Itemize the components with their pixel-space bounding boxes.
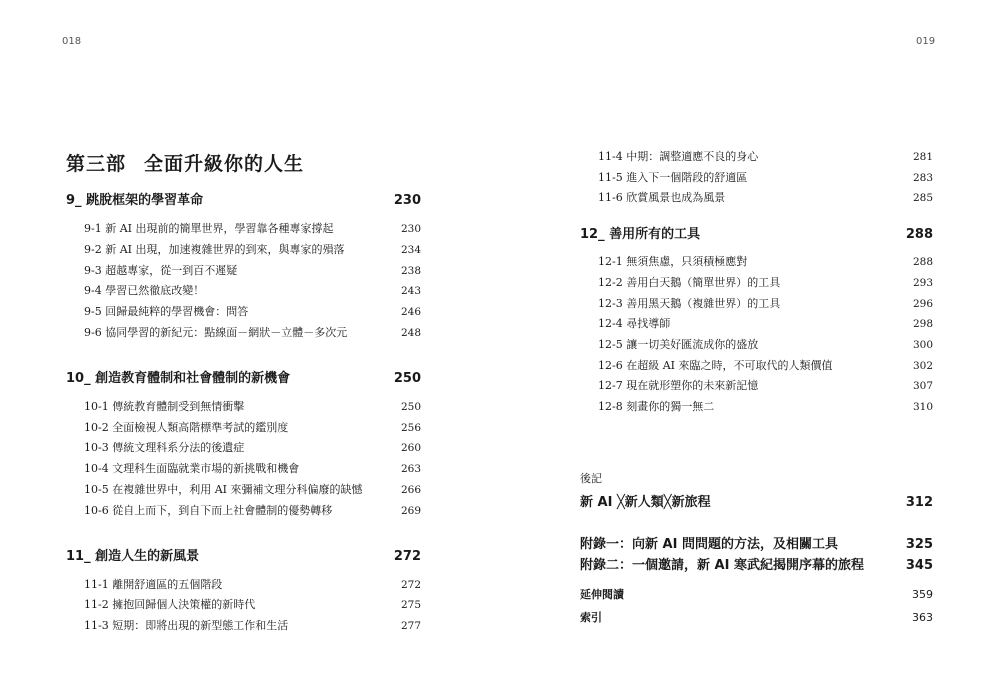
toc-section[interactable] bbox=[598, 148, 933, 164]
toc-section[interactable] bbox=[84, 460, 421, 476]
section-title: 9-4 學習已然徹底改變！ bbox=[84, 284, 205, 298]
section-title: 11-2 擁抱回歸個人決策權的新時代 bbox=[84, 598, 256, 612]
section-title: 9-2 新 AI 出現，加速複雜世界的到來，與專家的殞落 bbox=[84, 242, 345, 256]
section-title: 11-6 欣賞風景也成為風景 bbox=[598, 191, 726, 205]
section-page: 246 bbox=[400, 306, 421, 319]
part-title bbox=[66, 149, 304, 176]
toc-section[interactable] bbox=[598, 398, 933, 414]
chapter-page: 250 bbox=[393, 370, 421, 386]
section-page: 288 bbox=[912, 256, 933, 269]
toc-section[interactable] bbox=[84, 617, 421, 633]
section-title: 10-3 傳統文理科系分法的後遺症 bbox=[84, 441, 245, 455]
part-name: 全面升級你的人生 bbox=[144, 153, 305, 175]
toc-section[interactable] bbox=[598, 336, 933, 352]
section-page: 300 bbox=[912, 338, 933, 351]
section-page: 298 bbox=[912, 318, 933, 331]
index-page: 363 bbox=[912, 611, 933, 624]
toc-section[interactable] bbox=[84, 303, 421, 319]
section-page: 272 bbox=[400, 578, 421, 591]
chapter-page: 288 bbox=[905, 227, 933, 243]
section-title: 12-7 現在就形塑你的未來新記憶 bbox=[598, 379, 759, 393]
section-page: 263 bbox=[400, 463, 421, 476]
section-page: 281 bbox=[912, 151, 933, 163]
section-title: 10-2 全面檢視人類高階標準考試的鑑別度 bbox=[84, 420, 289, 434]
appendix-2-title: 附錄二：一個邀請，新 AI 寒武紀揭開序幕的旅程 bbox=[580, 558, 864, 573]
section-page: 285 bbox=[912, 192, 933, 205]
section-title: 12-5 讓一切美好匯流成你的盛放 bbox=[598, 337, 759, 351]
section-title: 9-1 新 AI 出現前的簡單世界，學習靠各種專家撐起 bbox=[84, 222, 334, 235]
toc-section[interactable] bbox=[84, 502, 421, 518]
afterword-label: 後記 bbox=[580, 472, 602, 485]
toc-section[interactable] bbox=[598, 169, 933, 185]
toc-section[interactable] bbox=[84, 282, 421, 298]
section-title: 10-4 文理科生面臨就業市場的新挑戰和機會 bbox=[84, 462, 300, 476]
section-page: 269 bbox=[400, 504, 421, 517]
section-page: 277 bbox=[400, 620, 421, 633]
section-title: 12-8 刻畫你的獨一無二 bbox=[598, 400, 715, 413]
toc-section[interactable] bbox=[84, 241, 421, 257]
section-title: 12-3 善用黑天鵝（複雜世界）的工具 bbox=[598, 296, 781, 310]
toc-section[interactable] bbox=[598, 377, 933, 393]
section-page: 275 bbox=[400, 599, 421, 612]
toc-section[interactable] bbox=[598, 295, 933, 311]
section-title: 10-1 傳統教育體制受到無情衝擊 bbox=[84, 399, 245, 413]
further-reading-page: 359 bbox=[912, 588, 933, 601]
toc-section[interactable] bbox=[84, 439, 421, 455]
section-page: 310 bbox=[912, 401, 933, 413]
toc-section[interactable] bbox=[84, 596, 421, 612]
section-title: 10-6 從自上而下，到自下而上社會體制的優勢轉移 bbox=[84, 503, 333, 517]
toc-section[interactable] bbox=[84, 398, 421, 414]
appendix-2-page: 345 bbox=[905, 558, 933, 573]
toc-section[interactable] bbox=[84, 419, 421, 435]
right-page-number: 019 bbox=[916, 36, 936, 47]
section-title: 11-4 中期：調整適應不良的身心 bbox=[598, 150, 759, 163]
toc-section[interactable] bbox=[84, 576, 421, 592]
toc-section[interactable] bbox=[598, 189, 933, 205]
appendix-1-page: 325 bbox=[905, 537, 933, 552]
section-title: 12-6 在超級 AI 來臨之時，不可取代的人類價值 bbox=[598, 358, 833, 372]
section-title: 12-4 尋找導師 bbox=[598, 317, 671, 331]
toc-section[interactable] bbox=[598, 315, 933, 331]
part-label: 第三部 bbox=[66, 153, 127, 175]
toc-chapter[interactable] bbox=[580, 223, 933, 242]
chapter-page: 230 bbox=[393, 193, 421, 208]
appendix-1-title: 附錄一：向新 AI 問問題的方法，及相關工具 bbox=[580, 537, 838, 552]
toc-chapter[interactable] bbox=[66, 367, 421, 386]
section-page: 266 bbox=[400, 484, 421, 496]
index-entry[interactable] bbox=[580, 609, 933, 625]
chapter-title: 9_ 跳脫框架的學習革命 bbox=[66, 193, 204, 208]
section-title: 9-6 協同學習的新紀元：點線面－網狀－立體－多次元 bbox=[84, 326, 348, 339]
toc-chapter[interactable] bbox=[66, 545, 421, 564]
toc-section[interactable] bbox=[84, 220, 421, 236]
further-reading-title: 延伸閱讀 bbox=[580, 588, 624, 601]
chapter-title: 11_ 創造人生的新風景 bbox=[66, 548, 200, 564]
section-title: 9-5 回歸最純粹的學習機會：問答 bbox=[84, 305, 249, 319]
index-title: 索引 bbox=[580, 611, 602, 624]
section-title: 12-2 善用白天鵝（簡單世界）的工具 bbox=[598, 275, 781, 289]
afterword-page: 312 bbox=[905, 495, 933, 510]
toc-chapter[interactable] bbox=[66, 189, 421, 208]
section-title: 11-3 短期：即將出現的新型態工作和生活 bbox=[84, 619, 289, 633]
section-page: 256 bbox=[400, 421, 421, 434]
section-page: 293 bbox=[912, 276, 933, 289]
section-title: 11-1 離開舒適區的五個階段 bbox=[84, 577, 223, 591]
section-title: 9-3 超越專家，從一到百不遲疑 bbox=[84, 263, 238, 277]
section-page: 234 bbox=[400, 243, 421, 256]
section-page: 283 bbox=[912, 171, 933, 184]
toc-section[interactable] bbox=[84, 324, 421, 340]
toc-section[interactable] bbox=[598, 253, 933, 269]
afterword-title: 新 AI ╳新人類╳新旅程 bbox=[580, 495, 711, 510]
section-title: 11-5 進入下一個階段的舒適區 bbox=[598, 170, 748, 184]
chapter-title: 10_ 創造教育體制和社會體制的新機會 bbox=[66, 370, 291, 386]
section-page: 248 bbox=[400, 327, 421, 339]
section-page: 243 bbox=[400, 285, 421, 298]
appendix-1-entry[interactable] bbox=[580, 533, 933, 552]
toc-section[interactable] bbox=[598, 357, 933, 373]
section-title: 12-1 無須焦慮，只須積極應對 bbox=[598, 255, 748, 269]
section-page: 302 bbox=[912, 359, 933, 372]
section-page: 230 bbox=[400, 223, 421, 235]
appendix-2-entry[interactable] bbox=[580, 554, 933, 573]
further-reading-entry[interactable] bbox=[580, 586, 933, 602]
section-page: 307 bbox=[912, 380, 933, 393]
left-page-number: 018 bbox=[62, 36, 82, 47]
toc-section[interactable] bbox=[84, 262, 421, 278]
section-page: 250 bbox=[400, 400, 421, 413]
afterword-entry[interactable] bbox=[580, 491, 933, 510]
chapter-page: 272 bbox=[393, 548, 421, 564]
section-page: 238 bbox=[400, 264, 421, 277]
section-page: 260 bbox=[400, 442, 421, 455]
section-title: 10-5 在複雜世界中，利用 AI 來彌補文理分科偏廢的缺憾 bbox=[84, 483, 363, 496]
toc-section[interactable] bbox=[598, 274, 933, 290]
toc-section[interactable] bbox=[84, 481, 421, 497]
section-page: 296 bbox=[912, 297, 933, 310]
chapter-title: 12_ 善用所有的工具 bbox=[580, 227, 701, 243]
